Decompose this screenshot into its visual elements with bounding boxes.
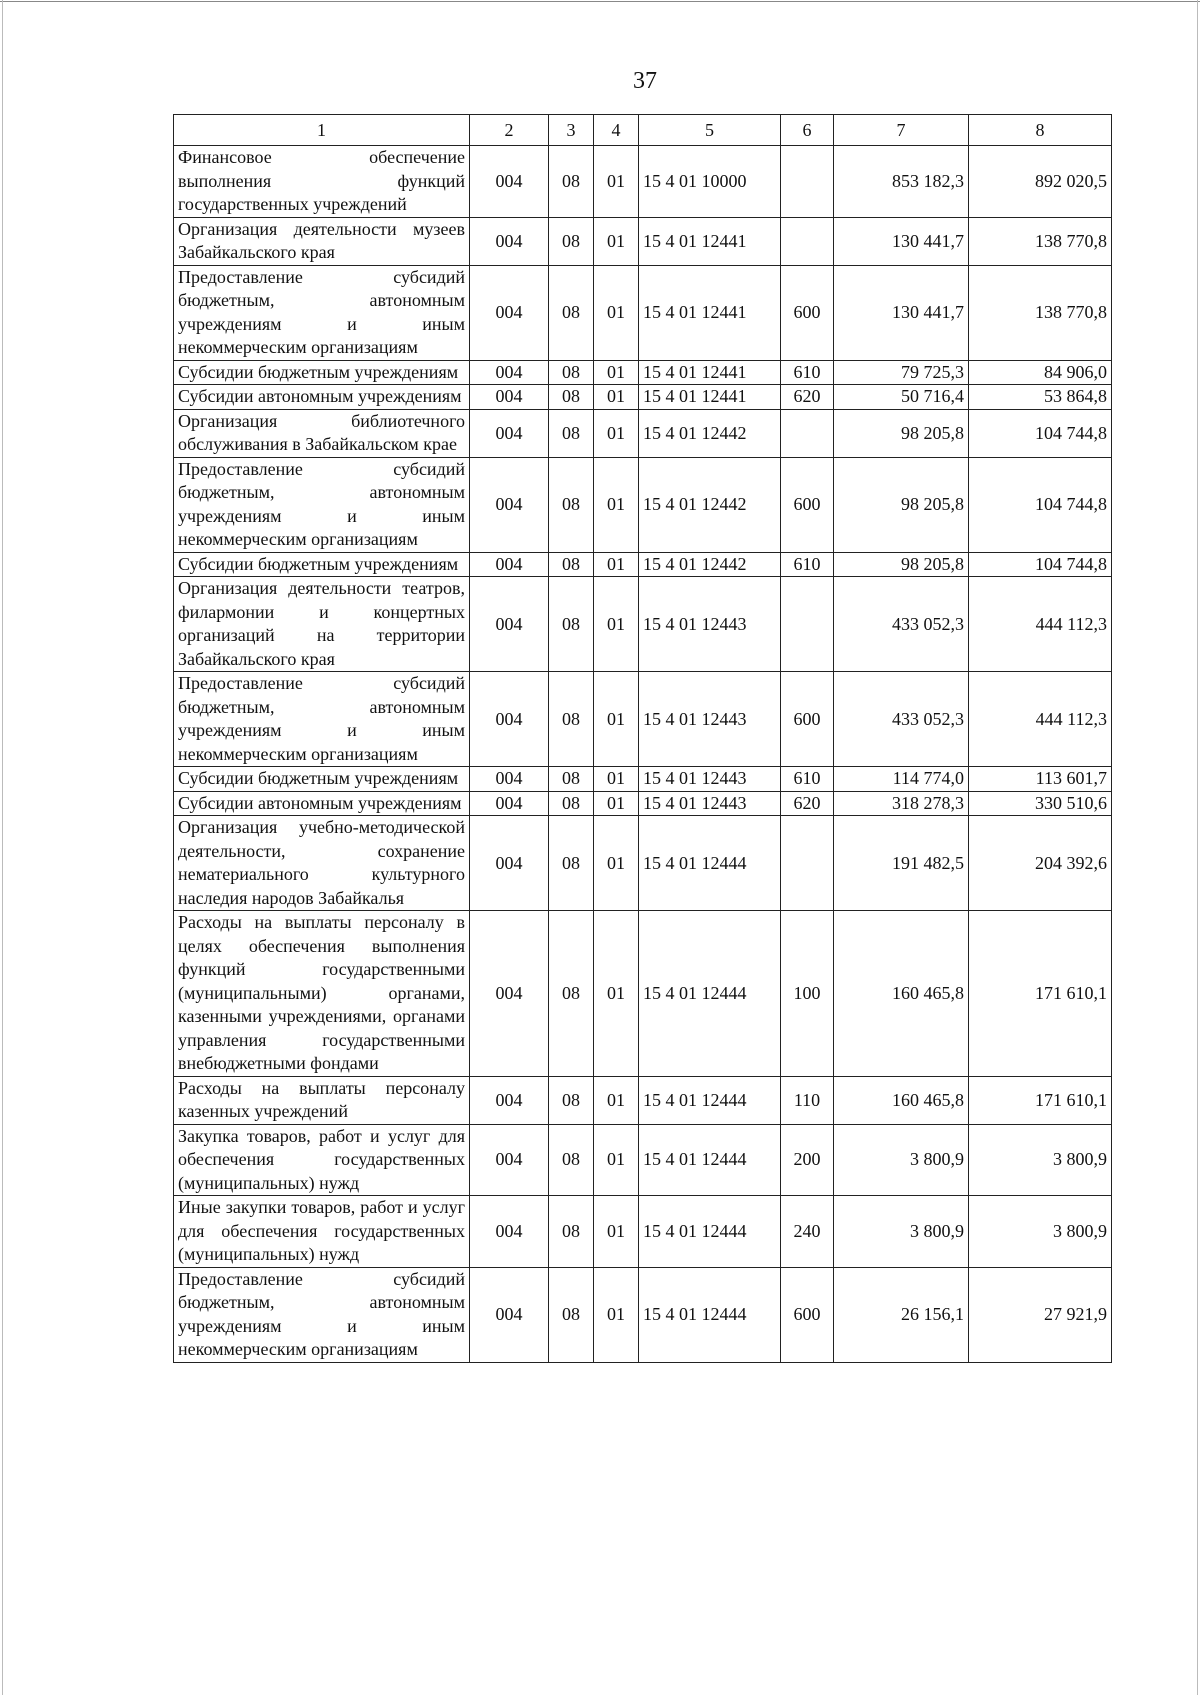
row-target-article-cell: 15 4 01 12441	[639, 217, 781, 265]
row-subsection-cell: 01	[594, 577, 639, 672]
row-amount-col8-cell: 204 392,6	[969, 816, 1112, 911]
row-section-cell: 08	[549, 577, 594, 672]
row-expense-type-cell	[781, 217, 834, 265]
row-expense-type-cell: 600	[781, 1267, 834, 1362]
row-subsection-cell: 01	[594, 911, 639, 1077]
row-name-cell: Организация деятельности музеев Забайкальского края	[174, 217, 470, 265]
row-section-cell: 08	[549, 217, 594, 265]
row-expense-type-cell	[781, 577, 834, 672]
scan-right-edge-line	[1197, 0, 1198, 1695]
table-row	[174, 577, 1112, 672]
table-row	[174, 409, 1112, 457]
row-admin-code-cell: 004	[470, 1076, 549, 1124]
row-target-article-cell: 15 4 01 12442	[639, 409, 781, 457]
table-row	[174, 767, 1112, 792]
header-cell: 7	[834, 115, 969, 146]
header-cell: 6	[781, 115, 834, 146]
row-admin-code-cell: 004	[470, 816, 549, 911]
row-section-cell: 08	[549, 265, 594, 360]
row-name-cell: Субсидии бюджетным учреждениям	[174, 552, 470, 577]
row-admin-code-cell: 004	[470, 265, 549, 360]
row-amount-col7-cell: 50 716,4	[834, 385, 969, 410]
row-amount-col8-cell: 104 744,8	[969, 409, 1112, 457]
row-subsection-cell: 01	[594, 1267, 639, 1362]
row-name-cell: Организация деятельности театров, филармонии и концертных организаций на территории Забайкальского края	[174, 577, 470, 672]
row-subsection-cell: 01	[594, 146, 639, 218]
row-target-article-cell: 15 4 01 12443	[639, 767, 781, 792]
row-section-cell: 08	[549, 911, 594, 1077]
row-target-article-cell: 15 4 01 12443	[639, 791, 781, 816]
row-amount-col8-cell: 3 800,9	[969, 1196, 1112, 1268]
row-section-cell: 08	[549, 1124, 594, 1196]
page-number: 37	[633, 68, 657, 94]
row-amount-col7-cell: 191 482,5	[834, 816, 969, 911]
row-subsection-cell: 01	[594, 1076, 639, 1124]
row-amount-col7-cell: 433 052,3	[834, 577, 969, 672]
table-row	[174, 1076, 1112, 1124]
row-amount-col8-cell: 84 906,0	[969, 360, 1112, 385]
row-target-article-cell: 15 4 01 12442	[639, 552, 781, 577]
row-amount-col7-cell: 3 800,9	[834, 1124, 969, 1196]
row-amount-col7-cell: 3 800,9	[834, 1196, 969, 1268]
row-admin-code-cell: 004	[470, 577, 549, 672]
row-amount-col7-cell: 26 156,1	[834, 1267, 969, 1362]
row-section-cell: 08	[549, 767, 594, 792]
row-expense-type-cell: 600	[781, 672, 834, 767]
row-expense-type-cell: 620	[781, 385, 834, 410]
row-name-cell: Финансовое обеспечение выполнения функций государственных учреждений	[174, 146, 470, 218]
row-section-cell: 08	[549, 1076, 594, 1124]
row-amount-col8-cell: 53 864,8	[969, 385, 1112, 410]
row-admin-code-cell: 004	[470, 409, 549, 457]
row-expense-type-cell: 610	[781, 767, 834, 792]
row-expense-type-cell: 240	[781, 1196, 834, 1268]
row-admin-code-cell: 004	[470, 672, 549, 767]
row-name-cell: Субсидии бюджетным учреждениям	[174, 767, 470, 792]
row-subsection-cell: 01	[594, 360, 639, 385]
row-target-article-cell: 15 4 01 12444	[639, 911, 781, 1077]
row-subsection-cell: 01	[594, 457, 639, 552]
header-cell: 2	[470, 115, 549, 146]
row-amount-col8-cell: 27 921,9	[969, 1267, 1112, 1362]
row-section-cell: 08	[549, 816, 594, 911]
row-amount-col7-cell: 98 205,8	[834, 552, 969, 577]
row-expense-type-cell	[781, 146, 834, 218]
row-name-cell: Закупка товаров, работ и услуг для обеспечения государственных (муниципальных) нужд	[174, 1124, 470, 1196]
row-expense-type-cell: 600	[781, 265, 834, 360]
header-cell: 1	[174, 115, 470, 146]
row-subsection-cell: 01	[594, 767, 639, 792]
row-admin-code-cell: 004	[470, 552, 549, 577]
header-row	[174, 115, 1112, 146]
row-target-article-cell: 15 4 01 12444	[639, 1124, 781, 1196]
row-amount-col7-cell: 98 205,8	[834, 457, 969, 552]
row-target-article-cell: 15 4 01 12443	[639, 577, 781, 672]
row-section-cell: 08	[549, 1267, 594, 1362]
row-section-cell: 08	[549, 409, 594, 457]
scan-top-edge-line	[0, 1, 1200, 2]
row-amount-col7-cell: 130 441,7	[834, 217, 969, 265]
row-section-cell: 08	[549, 360, 594, 385]
row-admin-code-cell: 004	[470, 767, 549, 792]
table-row	[174, 911, 1112, 1077]
row-amount-col7-cell: 318 278,3	[834, 791, 969, 816]
row-amount-col8-cell: 138 770,8	[969, 217, 1112, 265]
table-row	[174, 265, 1112, 360]
row-name-cell: Расходы на выплаты персоналу в целях обеспечения выполнения функций государственными (муниципальными) органами, казенными учреждениями, органами управления государственными внебюджетными фондами	[174, 911, 470, 1077]
row-admin-code-cell: 004	[470, 385, 549, 410]
row-expense-type-cell: 620	[781, 791, 834, 816]
row-subsection-cell: 01	[594, 1124, 639, 1196]
row-name-cell: Предоставление субсидий бюджетным, автономным учреждениям и иным некоммерческим организациям	[174, 265, 470, 360]
row-amount-col7-cell: 130 441,7	[834, 265, 969, 360]
row-amount-col8-cell: 113 601,7	[969, 767, 1112, 792]
row-name-cell: Субсидии автономным учреждениям	[174, 791, 470, 816]
row-subsection-cell: 01	[594, 672, 639, 767]
row-subsection-cell: 01	[594, 217, 639, 265]
row-amount-col8-cell: 104 744,8	[969, 552, 1112, 577]
row-section-cell: 08	[549, 457, 594, 552]
row-subsection-cell: 01	[594, 409, 639, 457]
row-name-cell: Иные закупки товаров, работ и услуг для обеспечения государственных (муниципальных) нужд	[174, 1196, 470, 1268]
row-amount-col7-cell: 160 465,8	[834, 911, 969, 1077]
row-admin-code-cell: 004	[470, 217, 549, 265]
row-admin-code-cell: 004	[470, 911, 549, 1077]
row-expense-type-cell	[781, 816, 834, 911]
row-expense-type-cell: 110	[781, 1076, 834, 1124]
row-amount-col8-cell: 330 510,6	[969, 791, 1112, 816]
table-row	[174, 360, 1112, 385]
table-body	[174, 146, 1112, 1363]
row-name-cell: Расходы на выплаты персоналу казенных учреждений	[174, 1076, 470, 1124]
row-amount-col8-cell: 104 744,8	[969, 457, 1112, 552]
row-target-article-cell: 15 4 01 12441	[639, 385, 781, 410]
row-name-cell: Предоставление субсидий бюджетным, автономным учреждениям и иным некоммерческим организациям	[174, 672, 470, 767]
row-expense-type-cell	[781, 409, 834, 457]
row-section-cell: 08	[549, 1196, 594, 1268]
row-expense-type-cell: 600	[781, 457, 834, 552]
row-expense-type-cell: 100	[781, 911, 834, 1077]
row-name-cell: Предоставление субсидий бюджетным, автономным учреждениям и иным некоммерческим организациям	[174, 457, 470, 552]
table-row	[174, 791, 1112, 816]
row-amount-col7-cell: 160 465,8	[834, 1076, 969, 1124]
row-subsection-cell: 01	[594, 816, 639, 911]
table-row	[174, 217, 1112, 265]
row-subsection-cell: 01	[594, 1196, 639, 1268]
table-row	[174, 816, 1112, 911]
row-amount-col7-cell: 853 182,3	[834, 146, 969, 218]
row-target-article-cell: 15 4 01 12443	[639, 672, 781, 767]
row-target-article-cell: 15 4 01 12441	[639, 360, 781, 385]
row-target-article-cell: 15 4 01 10000	[639, 146, 781, 218]
row-admin-code-cell: 004	[470, 1267, 549, 1362]
row-subsection-cell: 01	[594, 385, 639, 410]
row-amount-col7-cell: 79 725,3	[834, 360, 969, 385]
row-amount-col8-cell: 444 112,3	[969, 577, 1112, 672]
row-section-cell: 08	[549, 672, 594, 767]
row-name-cell: Субсидии автономным учреждениям	[174, 385, 470, 410]
table-row	[174, 672, 1112, 767]
row-admin-code-cell: 004	[470, 360, 549, 385]
table-row	[174, 385, 1112, 410]
row-admin-code-cell: 004	[470, 457, 549, 552]
row-admin-code-cell: 004	[470, 791, 549, 816]
header-cell: 4	[594, 115, 639, 146]
row-section-cell: 08	[549, 791, 594, 816]
row-section-cell: 08	[549, 146, 594, 218]
row-admin-code-cell: 004	[470, 1124, 549, 1196]
table-row	[174, 552, 1112, 577]
row-amount-col8-cell: 892 020,5	[969, 146, 1112, 218]
row-section-cell: 08	[549, 552, 594, 577]
row-amount-col7-cell: 114 774,0	[834, 767, 969, 792]
table-row	[174, 146, 1112, 218]
row-section-cell: 08	[549, 385, 594, 410]
row-amount-col7-cell: 433 052,3	[834, 672, 969, 767]
row-target-article-cell: 15 4 01 12444	[639, 1267, 781, 1362]
row-target-article-cell: 15 4 01 12441	[639, 265, 781, 360]
row-amount-col8-cell: 138 770,8	[969, 265, 1112, 360]
row-expense-type-cell: 610	[781, 360, 834, 385]
row-name-cell: Субсидии бюджетным учреждениям	[174, 360, 470, 385]
row-amount-col8-cell: 3 800,9	[969, 1124, 1112, 1196]
table-row	[174, 457, 1112, 552]
header-cell: 8	[969, 115, 1112, 146]
budget-table	[173, 114, 1112, 1363]
row-subsection-cell: 01	[594, 552, 639, 577]
row-subsection-cell: 01	[594, 791, 639, 816]
row-target-article-cell: 15 4 01 12444	[639, 1196, 781, 1268]
row-amount-col8-cell: 444 112,3	[969, 672, 1112, 767]
row-amount-col8-cell: 171 610,1	[969, 911, 1112, 1077]
row-expense-type-cell: 200	[781, 1124, 834, 1196]
table-row	[174, 1196, 1112, 1268]
row-amount-col7-cell: 98 205,8	[834, 409, 969, 457]
row-expense-type-cell: 610	[781, 552, 834, 577]
header-cell: 3	[549, 115, 594, 146]
table-row	[174, 1124, 1112, 1196]
row-target-article-cell: 15 4 01 12444	[639, 1076, 781, 1124]
header-cell: 5	[639, 115, 781, 146]
row-target-article-cell: 15 4 01 12442	[639, 457, 781, 552]
row-admin-code-cell: 004	[470, 146, 549, 218]
scan-left-edge-line	[2, 0, 3, 1695]
row-admin-code-cell: 004	[470, 1196, 549, 1268]
row-amount-col8-cell: 171 610,1	[969, 1076, 1112, 1124]
row-name-cell: Организация учебно-методической деятельности, сохранение нематериального культурного наследия народов Забайкалья	[174, 816, 470, 911]
table-row	[174, 1267, 1112, 1362]
row-target-article-cell: 15 4 01 12444	[639, 816, 781, 911]
row-name-cell: Предоставление субсидий бюджетным, автономным учреждениям и иным некоммерческим организациям	[174, 1267, 470, 1362]
row-name-cell: Организация библиотечного обслуживания в Забайкальском крае	[174, 409, 470, 457]
row-subsection-cell: 01	[594, 265, 639, 360]
